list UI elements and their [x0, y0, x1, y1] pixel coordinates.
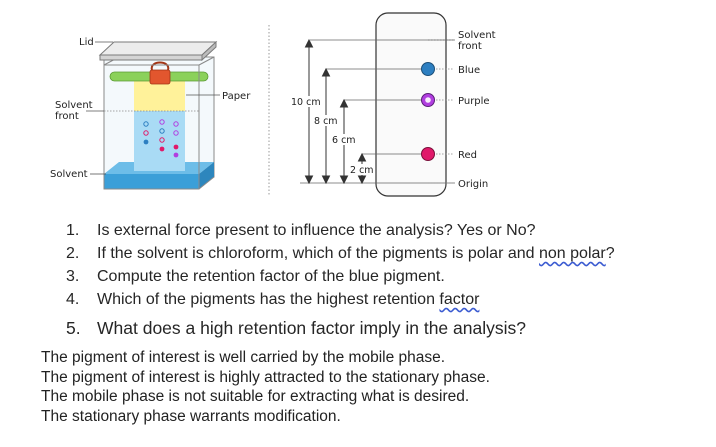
paper-label: Paper [222, 91, 251, 102]
spellcheck-underlined-text: factor [439, 291, 480, 308]
question-item [66, 316, 706, 340]
red-pigment-spot [422, 148, 435, 161]
tank-lid [100, 42, 216, 60]
spot [174, 145, 179, 150]
question-item [66, 242, 706, 265]
solvent-front-right-label-line2: front [458, 41, 482, 52]
lid-label: Lid [79, 37, 94, 48]
question-text: Is external force present to influence the analysis? Yes or No? [97, 222, 536, 239]
solvent-front-label-line1: Solvent [55, 100, 93, 111]
solvent-front-label-line2: front [55, 111, 79, 122]
solvent-front-right-label-line1: Solvent [458, 30, 496, 41]
distance-label-purple: 6 cm [332, 135, 356, 146]
question-list [66, 219, 706, 340]
question-number: 3. [66, 268, 80, 285]
answer-option[interactable]: The pigment of interest is highly attracted to the stationary phase. [41, 368, 490, 386]
chromatography-tank [100, 42, 216, 189]
chromatogram-strip [376, 13, 446, 196]
distance-label-solvent-front: 10 cm [291, 97, 321, 108]
spot [144, 140, 149, 145]
question-item [66, 265, 706, 288]
question-item [66, 288, 706, 311]
red-label: Red [458, 150, 477, 161]
answer-option[interactable]: The stationary phase warrants modification. [41, 407, 341, 425]
question-text: If the solvent is chloroform, which of the pigments is polar and [97, 245, 539, 262]
answer-options [41, 348, 490, 426]
spellcheck-underlined-text: non polar [539, 245, 606, 262]
chromatography-diagram [0, 0, 716, 215]
question-text: What does a high retention factor imply in the analysis? [97, 318, 526, 338]
question-number: 2. [66, 245, 80, 262]
answer-option[interactable]: The pigment of interest is well carried by the mobile phase. [41, 349, 446, 366]
spot [174, 153, 179, 158]
question-number: 1. [66, 222, 80, 239]
answer-option[interactable]: The mobile phase is not suitable for extracting what is desired. [41, 388, 470, 405]
blue-pigment-spot [422, 63, 435, 76]
question-number: 5. [66, 318, 81, 338]
distance-label-red: 2 cm [350, 165, 374, 176]
question-text: Which of the pigments has the highest retention [97, 291, 440, 308]
origin-label: Origin [458, 179, 489, 190]
spot [160, 147, 165, 152]
question-item [66, 219, 706, 242]
blue-label: Blue [458, 65, 481, 76]
question-text-tail: ? [605, 245, 615, 262]
solvent-label: Solvent [50, 169, 88, 180]
distance-label-blue: 8 cm [314, 116, 338, 127]
question-text: Compute the retention factor of the blue pigment. [97, 268, 445, 285]
solvent-front-face [104, 174, 199, 189]
question-number: 4. [66, 291, 80, 308]
purple-label: Purple [458, 96, 490, 107]
